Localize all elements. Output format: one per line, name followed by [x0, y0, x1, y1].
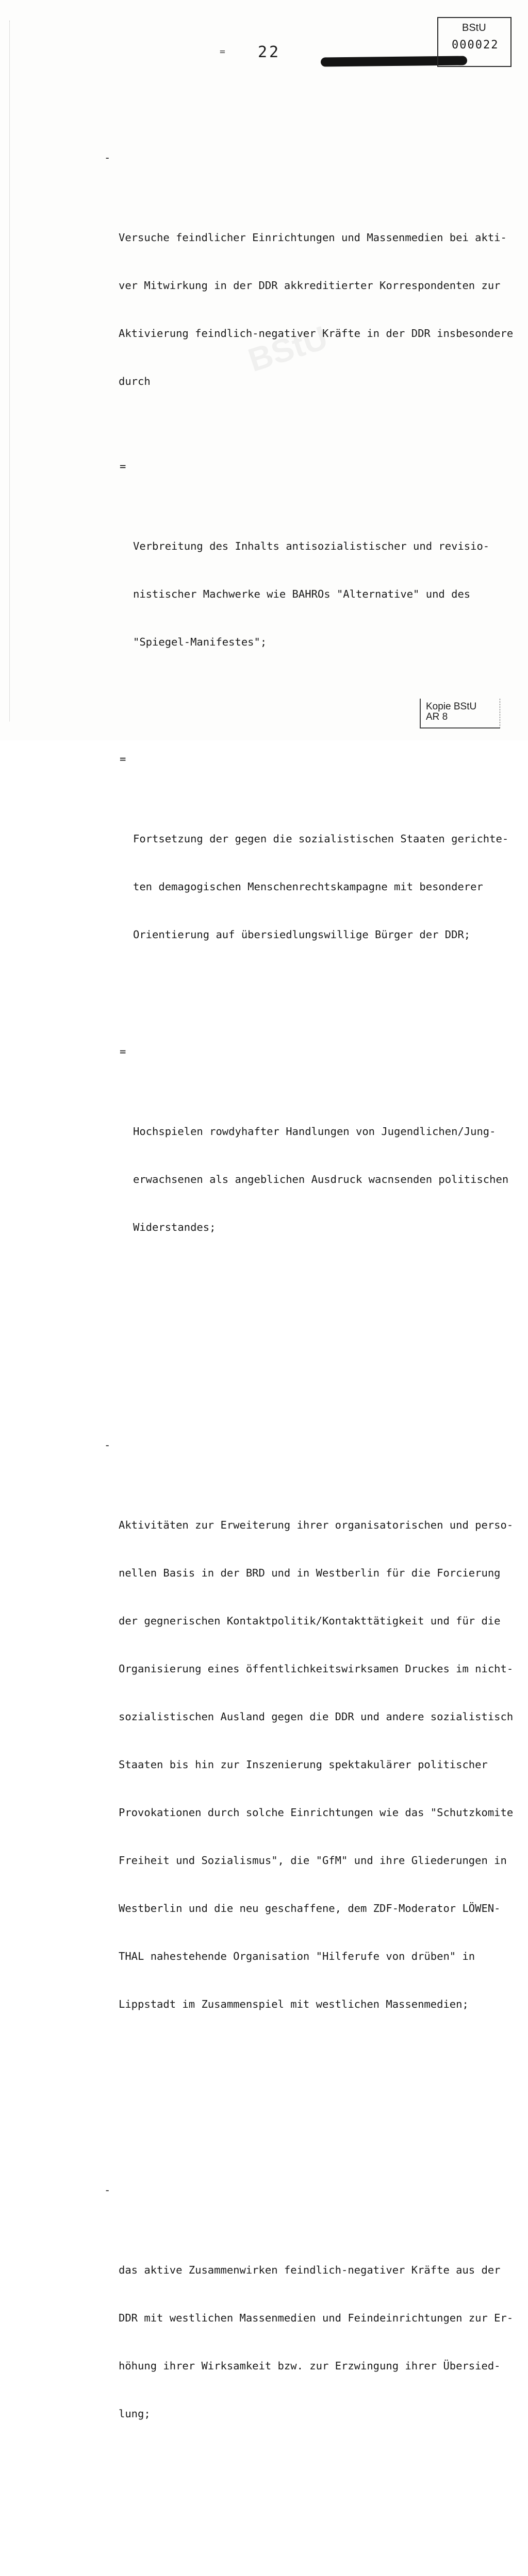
bullet-dash: -: [104, 151, 111, 164]
text-line: Lippstadt im Zusammenspiel mit westlichen Massenmedien;: [119, 1998, 469, 2010]
text-line: Aktivierung feindlich-negativer Kräfte in der DDR insbesondere: [119, 327, 514, 340]
text-line: Verbreitung des Inhalts antisozialistischer und revisio-: [133, 540, 490, 552]
watermark: BStU: [243, 318, 332, 379]
document-body: [104, 102, 517, 2576]
text-line: Orientierung auf übersiedlungswillige Bürger der DDR;: [133, 928, 471, 941]
text-line: Organisierung eines öffentlichkeitswirksamen Druckes im nicht-: [119, 1663, 514, 1675]
text-line: Westberlin und die neu geschaffene, dem ZDF-Moderator LÖWEN-: [119, 1902, 501, 1914]
text-line: durch: [119, 375, 151, 387]
text-line: ver Mitwirkung in der DDR akkreditierter Korrespondenten zur: [119, 279, 501, 292]
text-line: "Spiegel-Manifestes";: [133, 636, 267, 648]
sub-list-item: [120, 459, 517, 714]
copy-stamp-line2: AR 8: [426, 711, 448, 722]
list-item: [104, 150, 517, 1331]
text-line: erwachsenen als angeblichen Ausdruck wacnsenden politischen: [133, 1173, 509, 1185]
text-line: sozialistischen Ausland gegen die DDR und andere sozialistisch: [119, 1710, 514, 1723]
bullet-equals: =: [120, 753, 126, 765]
text-line: Fortsetzung der gegen die sozialistischen Staaten gerichte-: [133, 833, 509, 845]
page-number: 22: [258, 43, 281, 61]
text-line: der gegnerischen Kontaktpolitik/Kontakttätigkeit und für die: [119, 1615, 501, 1627]
copy-stamp-line1: Kopie BStU: [426, 701, 477, 712]
page-mark: =: [220, 46, 225, 57]
sub-list-item: [120, 751, 517, 1007]
text-line: lung;: [119, 2408, 151, 2420]
bullet-equals: =: [120, 460, 126, 472]
list-item: [104, 1437, 517, 2076]
text-line: Widerstandes;: [133, 1221, 216, 1233]
text-line: Hochspielen rowdyhafter Handlungen von Jugendlichen/Jung-: [133, 1125, 496, 1138]
text-line: Provokationen durch solche Einrichtungen wie das "Schutzkomite: [119, 1806, 514, 1819]
text-line: höhung ihrer Wirksamkeit bzw. zur Erzwingung ihrer Übersied-: [119, 2360, 501, 2372]
text-line: THAL nahestehende Organisation "Hilferufe von drüben" in: [119, 1950, 475, 1962]
sub-list-item: [120, 1044, 517, 1299]
text-line: Aktivitäten zur Erweiterung ihrer organisatorischen und perso-: [119, 1519, 514, 1531]
list-item: [104, 2182, 517, 2486]
text-line: DDR mit westlichen Massenmedien und Feindeinrichtungen zur Er-: [119, 2312, 514, 2324]
copy-stamp: [420, 699, 500, 728]
bullet-dash: -: [104, 2184, 111, 2196]
text-line: ten demagogischen Menschenrechtskampagne mit besonderer: [133, 880, 483, 893]
text-line: Versuche feindlicher Einrichtungen und Massenmedien bei akti-: [119, 231, 507, 244]
stamp-number: 000022: [452, 39, 499, 52]
scan-edge-marks: [9, 21, 16, 721]
stamp-label: BStU: [462, 22, 486, 33]
text-line: nellen Basis in der BRD und in Westberlin für die Forcierung: [119, 1567, 501, 1579]
bullet-equals: =: [120, 1045, 126, 1058]
text-line: Staaten bis hin zur Inszenierung spektakulärer politischer: [119, 1758, 488, 1771]
text-line: nistischer Machwerke wie BAHROs "Alternative" und des: [133, 588, 471, 600]
archive-stamp: [437, 17, 512, 67]
text-line: das aktive Zusammenwirken feindlich-negativer Kräfte aus der: [119, 2264, 501, 2276]
bullet-dash: -: [104, 1439, 111, 1451]
text-line: Freiheit und Sozialismus", die "GfM" und ihre Gliederungen in: [119, 1854, 507, 1867]
